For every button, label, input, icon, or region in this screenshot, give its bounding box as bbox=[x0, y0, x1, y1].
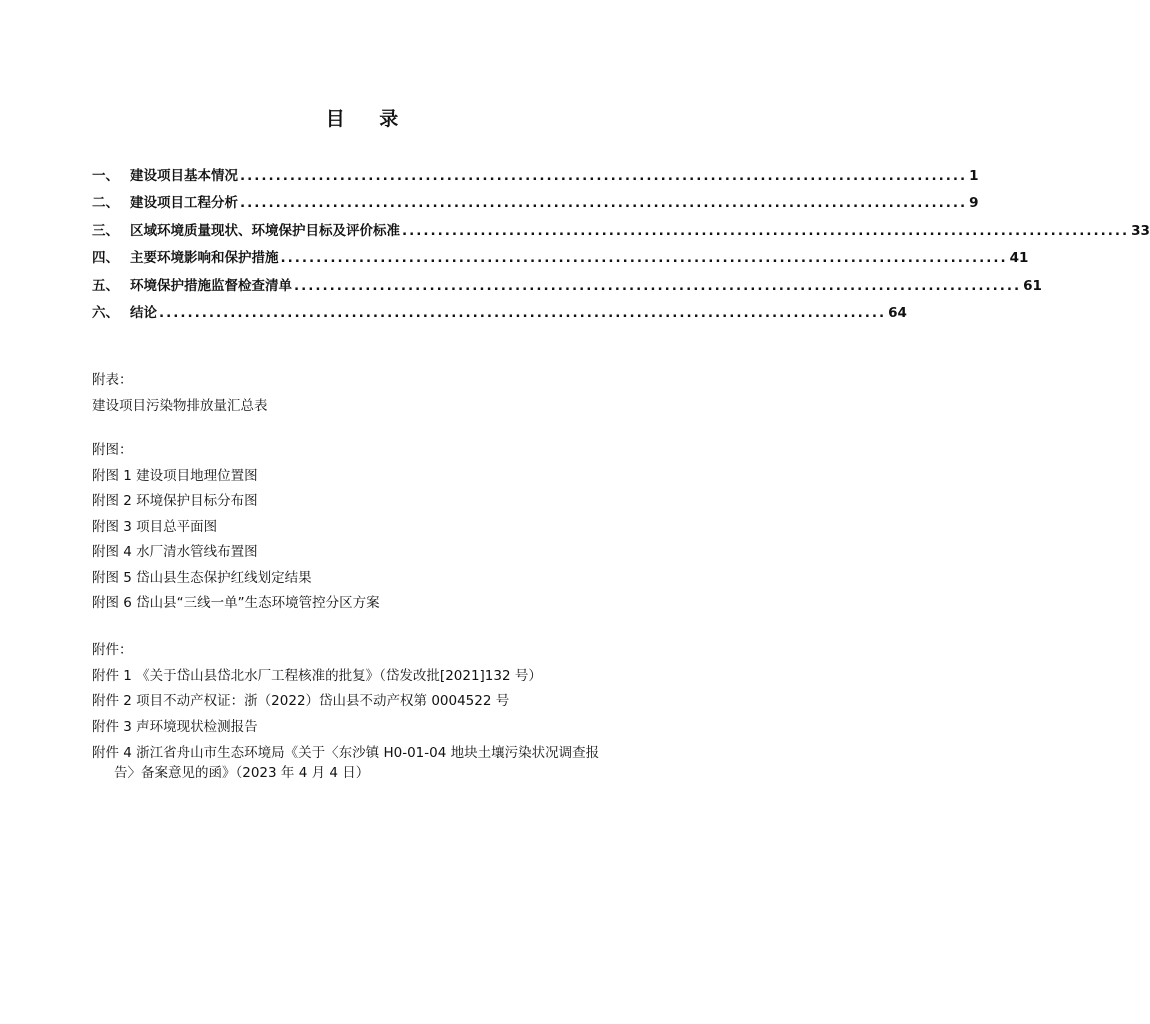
attachments-section bbox=[92, 638, 637, 783]
toc-entry[interactable] bbox=[92, 246, 1029, 273]
page-title: 目 录 bbox=[325, 108, 413, 130]
toc-leader: ...................................................................................................... bbox=[402, 222, 1130, 239]
toc-entry[interactable] bbox=[92, 274, 1042, 301]
toc-leader: ...................................................................................................... bbox=[280, 250, 1008, 267]
list-item: 附图 3 项目总平面图 bbox=[92, 518, 218, 535]
section-heading: 附件： bbox=[92, 642, 133, 658]
list-item: 附图 2 环境保护目标分布图 bbox=[92, 493, 258, 509]
toc-leader: ...................................................................................................... bbox=[240, 195, 968, 212]
toc-leader: ...................................................................................................... bbox=[240, 168, 968, 184]
list-item: 建设项目污染物排放量汇总表 bbox=[92, 397, 268, 414]
toc-number: 五、 bbox=[92, 277, 119, 294]
list-item: 附图 4 水厂清水管线布置图 bbox=[92, 544, 258, 560]
attached-tables-section bbox=[92, 368, 637, 419]
toc-page-number: 64 bbox=[888, 304, 907, 321]
toc-entry[interactable] bbox=[92, 191, 979, 218]
toc-number: 三、 bbox=[92, 222, 119, 239]
toc-leader: ...................................................................................................... bbox=[159, 304, 887, 321]
toc-title: 区域环境质量现状、环境保护目标及评价标准 bbox=[130, 222, 400, 239]
list-item: 附件 2 项目不动产权证：浙（2022）岱山县不动产权第 0004522 号 bbox=[92, 693, 510, 709]
toc-entry[interactable] bbox=[92, 219, 1150, 246]
toc-page-number: 1 bbox=[969, 168, 979, 184]
toc-page-number: 61 bbox=[1023, 277, 1042, 294]
list-item: 附件 3 声环境现状检测报告 bbox=[92, 718, 258, 735]
list-item bbox=[92, 740, 637, 783]
toc-leader: ...................................................................................................... bbox=[294, 277, 1022, 294]
toc-entry[interactable] bbox=[92, 301, 907, 328]
list-item: 附图 1 建设项目地理位置图 bbox=[92, 467, 258, 484]
toc-title: 主要环境影响和保护措施 bbox=[130, 250, 279, 267]
section-heading: 附图： bbox=[92, 442, 133, 458]
toc-title: 环境保护措施监督检查清单 bbox=[130, 277, 292, 294]
toc-page-number: 41 bbox=[1009, 250, 1029, 267]
list-item: 附图 6 岱山县“三线一单”生态环境管控分区方案 bbox=[92, 595, 380, 611]
toc-number: 二、 bbox=[92, 195, 119, 212]
list-item-line: 告〉备案意见的函》（2023 年 4 月 4 日） bbox=[114, 765, 370, 781]
section-heading: 附表： bbox=[92, 372, 133, 388]
toc-title: 建设项目基本情况 bbox=[130, 168, 238, 184]
attached-figures-section bbox=[92, 438, 637, 617]
list-item: 附件 1 《关于岱山县岱北水厂工程核准的批复》（岱发改批[2021]132 号） bbox=[92, 667, 542, 684]
table-of-contents bbox=[92, 164, 1150, 328]
list-item: 附图 5 岱山县生态保护红线划定结果 bbox=[92, 569, 312, 586]
list-item-line: 附件 4 浙江省舟山市生态环境局《关于〈东沙镇 H0-01-04 地块土壤污染状况调查报 bbox=[92, 745, 600, 761]
toc-number: 四、 bbox=[92, 250, 119, 267]
toc-title: 建设项目工程分析 bbox=[130, 195, 238, 212]
toc-page-number: 33 bbox=[1131, 222, 1150, 239]
toc-title: 结论 bbox=[130, 304, 157, 321]
toc-entry[interactable] bbox=[92, 164, 979, 191]
toc-number: 六、 bbox=[92, 304, 119, 321]
toc-page-number: 9 bbox=[969, 195, 979, 212]
toc-number: 一、 bbox=[92, 168, 119, 184]
